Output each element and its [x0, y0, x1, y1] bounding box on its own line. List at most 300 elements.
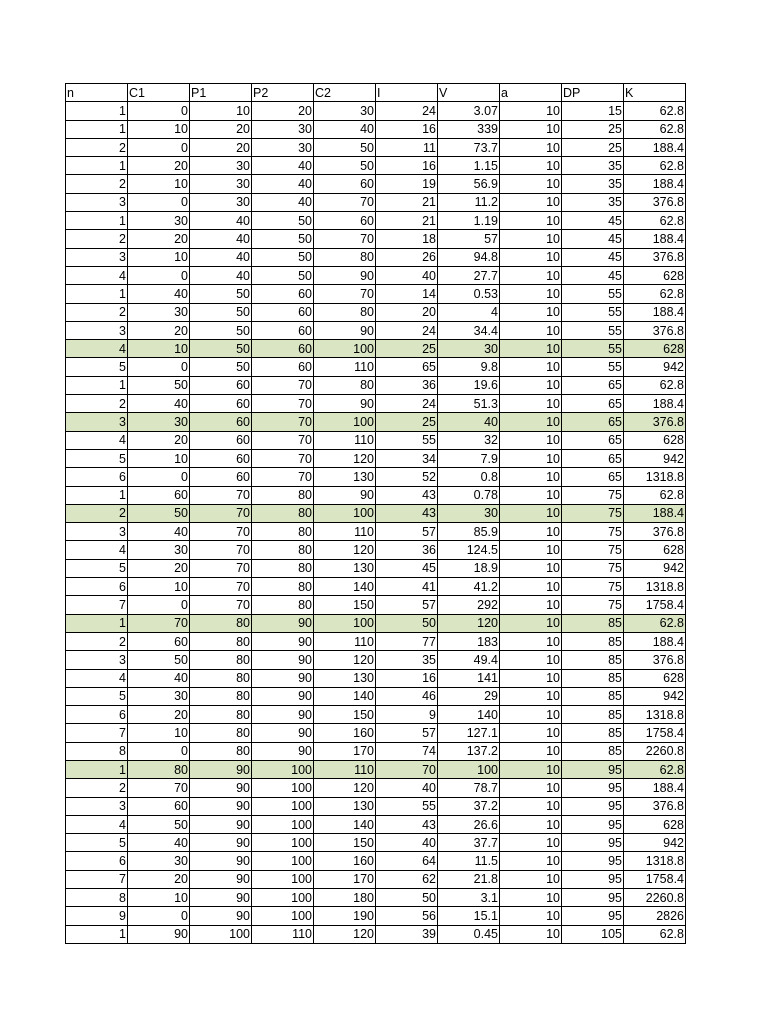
cell-n[interactable]: 7 [66, 724, 128, 742]
cell-v[interactable]: 3.1 [438, 889, 500, 907]
cell-c1[interactable]: 0 [128, 138, 190, 156]
cell-a[interactable]: 10 [500, 541, 562, 559]
cell-p1[interactable]: 90 [190, 797, 252, 815]
cell-k[interactable]: 942 [624, 559, 686, 577]
cell-n[interactable]: 4 [66, 340, 128, 358]
cell-v[interactable]: 100 [438, 760, 500, 778]
cell-i[interactable]: 50 [376, 889, 438, 907]
cell-c2[interactable]: 110 [314, 523, 376, 541]
cell-c1[interactable]: 10 [128, 449, 190, 467]
cell-dp[interactable]: 95 [562, 870, 624, 888]
cell-k[interactable]: 188.4 [624, 138, 686, 156]
cell-c2[interactable]: 120 [314, 925, 376, 943]
cell-p1[interactable]: 50 [190, 358, 252, 376]
cell-p1[interactable]: 40 [190, 248, 252, 266]
column-header-dp[interactable]: DP [562, 84, 624, 102]
cell-i[interactable]: 52 [376, 468, 438, 486]
cell-i[interactable]: 20 [376, 303, 438, 321]
cell-p1[interactable]: 50 [190, 303, 252, 321]
cell-dp[interactable]: 45 [562, 266, 624, 284]
cell-n[interactable]: 3 [66, 651, 128, 669]
cell-p1[interactable]: 80 [190, 614, 252, 632]
cell-k[interactable]: 188.4 [624, 395, 686, 413]
cell-i[interactable]: 36 [376, 541, 438, 559]
cell-c2[interactable]: 130 [314, 559, 376, 577]
cell-k[interactable]: 376.8 [624, 651, 686, 669]
cell-p2[interactable]: 100 [252, 870, 314, 888]
cell-i[interactable]: 18 [376, 230, 438, 248]
cell-a[interactable]: 10 [500, 614, 562, 632]
cell-a[interactable]: 10 [500, 413, 562, 431]
cell-k[interactable]: 2826 [624, 907, 686, 925]
cell-c1[interactable]: 0 [128, 468, 190, 486]
cell-dp[interactable]: 75 [562, 504, 624, 522]
cell-n[interactable]: 5 [66, 559, 128, 577]
cell-k[interactable]: 376.8 [624, 523, 686, 541]
cell-c1[interactable]: 70 [128, 614, 190, 632]
cell-c2[interactable]: 80 [314, 376, 376, 394]
cell-dp[interactable]: 85 [562, 724, 624, 742]
cell-v[interactable]: 15.1 [438, 907, 500, 925]
cell-n[interactable]: 2 [66, 230, 128, 248]
cell-c1[interactable]: 40 [128, 669, 190, 687]
cell-v[interactable]: 1.19 [438, 212, 500, 230]
cell-k[interactable]: 942 [624, 449, 686, 467]
cell-a[interactable]: 10 [500, 724, 562, 742]
cell-p2[interactable]: 100 [252, 889, 314, 907]
cell-dp[interactable]: 95 [562, 797, 624, 815]
cell-k[interactable]: 62.8 [624, 157, 686, 175]
cell-c1[interactable]: 50 [128, 651, 190, 669]
cell-c2[interactable]: 90 [314, 266, 376, 284]
cell-p2[interactable]: 90 [252, 724, 314, 742]
cell-c1[interactable]: 40 [128, 834, 190, 852]
cell-c2[interactable]: 140 [314, 578, 376, 596]
cell-n[interactable]: 8 [66, 742, 128, 760]
cell-c2[interactable]: 80 [314, 303, 376, 321]
cell-c1[interactable]: 10 [128, 175, 190, 193]
cell-c2[interactable]: 60 [314, 212, 376, 230]
cell-c2[interactable]: 90 [314, 321, 376, 339]
cell-a[interactable]: 10 [500, 523, 562, 541]
cell-dp[interactable]: 85 [562, 687, 624, 705]
cell-v[interactable]: 34.4 [438, 321, 500, 339]
cell-c2[interactable]: 30 [314, 102, 376, 120]
cell-c2[interactable]: 110 [314, 431, 376, 449]
cell-a[interactable]: 10 [500, 870, 562, 888]
cell-i[interactable]: 43 [376, 815, 438, 833]
cell-c2[interactable]: 130 [314, 797, 376, 815]
cell-a[interactable]: 10 [500, 632, 562, 650]
cell-c2[interactable]: 100 [314, 504, 376, 522]
cell-k[interactable]: 188.4 [624, 175, 686, 193]
cell-a[interactable]: 10 [500, 907, 562, 925]
cell-c2[interactable]: 90 [314, 486, 376, 504]
cell-a[interactable]: 10 [500, 395, 562, 413]
cell-p2[interactable]: 80 [252, 504, 314, 522]
cell-i[interactable]: 16 [376, 120, 438, 138]
cell-dp[interactable]: 35 [562, 175, 624, 193]
cell-dp[interactable]: 95 [562, 907, 624, 925]
cell-n[interactable]: 1 [66, 285, 128, 303]
cell-p1[interactable]: 90 [190, 889, 252, 907]
cell-c2[interactable]: 60 [314, 175, 376, 193]
cell-i[interactable]: 21 [376, 212, 438, 230]
cell-p2[interactable]: 90 [252, 687, 314, 705]
cell-a[interactable]: 10 [500, 669, 562, 687]
column-header-v[interactable]: V [438, 84, 500, 102]
cell-k[interactable]: 1318.8 [624, 578, 686, 596]
cell-p2[interactable]: 90 [252, 669, 314, 687]
column-header-a[interactable]: a [500, 84, 562, 102]
cell-p1[interactable]: 70 [190, 596, 252, 614]
cell-dp[interactable]: 25 [562, 138, 624, 156]
cell-v[interactable]: 11.2 [438, 193, 500, 211]
cell-dp[interactable]: 85 [562, 651, 624, 669]
cell-i[interactable]: 43 [376, 504, 438, 522]
cell-p2[interactable]: 60 [252, 303, 314, 321]
cell-k[interactable]: 628 [624, 340, 686, 358]
cell-v[interactable]: 57 [438, 230, 500, 248]
cell-n[interactable]: 5 [66, 358, 128, 376]
cell-c2[interactable]: 120 [314, 541, 376, 559]
column-header-n[interactable]: n [66, 84, 128, 102]
cell-i[interactable]: 14 [376, 285, 438, 303]
cell-p1[interactable]: 80 [190, 632, 252, 650]
cell-k[interactable]: 376.8 [624, 413, 686, 431]
column-header-p1[interactable]: P1 [190, 84, 252, 102]
cell-n[interactable]: 2 [66, 779, 128, 797]
cell-v[interactable]: 21.8 [438, 870, 500, 888]
cell-n[interactable]: 1 [66, 614, 128, 632]
cell-c1[interactable]: 10 [128, 889, 190, 907]
cell-i[interactable]: 11 [376, 138, 438, 156]
cell-c2[interactable]: 170 [314, 870, 376, 888]
cell-i[interactable]: 65 [376, 358, 438, 376]
cell-i[interactable]: 46 [376, 687, 438, 705]
cell-c2[interactable]: 50 [314, 157, 376, 175]
cell-v[interactable]: 120 [438, 614, 500, 632]
cell-dp[interactable]: 65 [562, 413, 624, 431]
cell-c1[interactable]: 30 [128, 687, 190, 705]
cell-i[interactable]: 26 [376, 248, 438, 266]
cell-p2[interactable]: 60 [252, 321, 314, 339]
cell-a[interactable]: 10 [500, 358, 562, 376]
cell-c1[interactable]: 60 [128, 797, 190, 815]
cell-p1[interactable]: 90 [190, 870, 252, 888]
cell-k[interactable]: 628 [624, 541, 686, 559]
cell-p1[interactable]: 60 [190, 376, 252, 394]
cell-i[interactable]: 16 [376, 669, 438, 687]
cell-c2[interactable]: 150 [314, 834, 376, 852]
cell-p2[interactable]: 50 [252, 212, 314, 230]
cell-c2[interactable]: 150 [314, 596, 376, 614]
cell-i[interactable]: 55 [376, 431, 438, 449]
cell-p2[interactable]: 90 [252, 706, 314, 724]
cell-a[interactable]: 10 [500, 230, 562, 248]
cell-c2[interactable]: 160 [314, 724, 376, 742]
cell-dp[interactable]: 55 [562, 285, 624, 303]
cell-p1[interactable]: 40 [190, 212, 252, 230]
cell-p1[interactable]: 90 [190, 834, 252, 852]
cell-c2[interactable]: 110 [314, 632, 376, 650]
cell-c2[interactable]: 100 [314, 614, 376, 632]
cell-dp[interactable]: 55 [562, 303, 624, 321]
cell-n[interactable]: 2 [66, 632, 128, 650]
cell-c1[interactable]: 40 [128, 523, 190, 541]
cell-k[interactable]: 62.8 [624, 925, 686, 943]
cell-i[interactable]: 57 [376, 596, 438, 614]
cell-dp[interactable]: 95 [562, 852, 624, 870]
cell-c2[interactable]: 180 [314, 889, 376, 907]
cell-dp[interactable]: 75 [562, 541, 624, 559]
cell-p2[interactable]: 60 [252, 358, 314, 376]
cell-v[interactable]: 37.2 [438, 797, 500, 815]
cell-p2[interactable]: 100 [252, 834, 314, 852]
cell-i[interactable]: 21 [376, 193, 438, 211]
cell-v[interactable]: 137.2 [438, 742, 500, 760]
cell-c1[interactable]: 70 [128, 779, 190, 797]
cell-v[interactable]: 7.9 [438, 449, 500, 467]
cell-c1[interactable]: 20 [128, 706, 190, 724]
cell-a[interactable]: 10 [500, 468, 562, 486]
cell-n[interactable]: 3 [66, 321, 128, 339]
cell-c1[interactable]: 30 [128, 413, 190, 431]
cell-dp[interactable]: 45 [562, 248, 624, 266]
cell-p2[interactable]: 70 [252, 413, 314, 431]
cell-k[interactable]: 628 [624, 431, 686, 449]
cell-p1[interactable]: 70 [190, 541, 252, 559]
cell-n[interactable]: 5 [66, 449, 128, 467]
cell-dp[interactable]: 95 [562, 834, 624, 852]
cell-p2[interactable]: 110 [252, 925, 314, 943]
cell-c1[interactable]: 40 [128, 395, 190, 413]
cell-v[interactable]: 37.7 [438, 834, 500, 852]
cell-v[interactable]: 27.7 [438, 266, 500, 284]
cell-p1[interactable]: 30 [190, 193, 252, 211]
cell-i[interactable]: 35 [376, 651, 438, 669]
cell-dp[interactable]: 25 [562, 120, 624, 138]
cell-a[interactable]: 10 [500, 303, 562, 321]
cell-a[interactable]: 10 [500, 266, 562, 284]
cell-k[interactable]: 62.8 [624, 614, 686, 632]
cell-dp[interactable]: 65 [562, 395, 624, 413]
cell-p2[interactable]: 80 [252, 596, 314, 614]
cell-k[interactable]: 1318.8 [624, 706, 686, 724]
cell-p1[interactable]: 40 [190, 230, 252, 248]
cell-p2[interactable]: 90 [252, 742, 314, 760]
cell-dp[interactable]: 55 [562, 340, 624, 358]
cell-i[interactable]: 24 [376, 395, 438, 413]
cell-a[interactable]: 10 [500, 102, 562, 120]
cell-c1[interactable]: 30 [128, 852, 190, 870]
cell-k[interactable]: 62.8 [624, 120, 686, 138]
cell-c1[interactable]: 20 [128, 431, 190, 449]
cell-n[interactable]: 1 [66, 157, 128, 175]
cell-c2[interactable]: 130 [314, 669, 376, 687]
cell-dp[interactable]: 15 [562, 102, 624, 120]
cell-c1[interactable]: 20 [128, 230, 190, 248]
cell-i[interactable]: 45 [376, 559, 438, 577]
cell-a[interactable]: 10 [500, 834, 562, 852]
cell-n[interactable]: 4 [66, 541, 128, 559]
cell-dp[interactable]: 55 [562, 358, 624, 376]
cell-a[interactable]: 10 [500, 852, 562, 870]
cell-p2[interactable]: 20 [252, 102, 314, 120]
cell-k[interactable]: 376.8 [624, 321, 686, 339]
cell-p2[interactable]: 80 [252, 523, 314, 541]
cell-p2[interactable]: 40 [252, 175, 314, 193]
cell-p1[interactable]: 70 [190, 559, 252, 577]
cell-p1[interactable]: 70 [190, 486, 252, 504]
cell-c1[interactable]: 80 [128, 760, 190, 778]
cell-dp[interactable]: 85 [562, 742, 624, 760]
cell-a[interactable]: 10 [500, 431, 562, 449]
cell-dp[interactable]: 95 [562, 779, 624, 797]
cell-i[interactable]: 43 [376, 486, 438, 504]
cell-dp[interactable]: 85 [562, 669, 624, 687]
cell-k[interactable]: 188.4 [624, 504, 686, 522]
cell-dp[interactable]: 95 [562, 760, 624, 778]
cell-a[interactable]: 10 [500, 504, 562, 522]
cell-k[interactable]: 2260.8 [624, 742, 686, 760]
cell-i[interactable]: 16 [376, 157, 438, 175]
cell-n[interactable]: 3 [66, 523, 128, 541]
cell-a[interactable]: 10 [500, 706, 562, 724]
cell-v[interactable]: 26.6 [438, 815, 500, 833]
cell-c2[interactable]: 130 [314, 468, 376, 486]
cell-n[interactable]: 8 [66, 889, 128, 907]
cell-p1[interactable]: 80 [190, 706, 252, 724]
cell-k[interactable]: 1318.8 [624, 852, 686, 870]
cell-p2[interactable]: 100 [252, 797, 314, 815]
cell-c1[interactable]: 10 [128, 248, 190, 266]
cell-i[interactable]: 9 [376, 706, 438, 724]
cell-c2[interactable]: 120 [314, 449, 376, 467]
cell-c1[interactable]: 50 [128, 815, 190, 833]
cell-n[interactable]: 6 [66, 852, 128, 870]
cell-a[interactable]: 10 [500, 815, 562, 833]
cell-i[interactable]: 40 [376, 834, 438, 852]
cell-p2[interactable]: 30 [252, 138, 314, 156]
cell-i[interactable]: 70 [376, 760, 438, 778]
cell-n[interactable]: 1 [66, 760, 128, 778]
cell-i[interactable]: 57 [376, 523, 438, 541]
cell-k[interactable]: 2260.8 [624, 889, 686, 907]
cell-dp[interactable]: 35 [562, 193, 624, 211]
cell-p1[interactable]: 80 [190, 724, 252, 742]
cell-n[interactable]: 6 [66, 706, 128, 724]
cell-a[interactable]: 10 [500, 376, 562, 394]
cell-c1[interactable]: 0 [128, 358, 190, 376]
cell-k[interactable]: 376.8 [624, 248, 686, 266]
cell-n[interactable]: 2 [66, 303, 128, 321]
cell-a[interactable]: 10 [500, 193, 562, 211]
cell-p2[interactable]: 40 [252, 193, 314, 211]
cell-p1[interactable]: 80 [190, 651, 252, 669]
cell-v[interactable]: 29 [438, 687, 500, 705]
cell-dp[interactable]: 65 [562, 468, 624, 486]
cell-a[interactable]: 10 [500, 138, 562, 156]
cell-p2[interactable]: 60 [252, 285, 314, 303]
cell-p2[interactable]: 100 [252, 852, 314, 870]
cell-v[interactable]: 124.5 [438, 541, 500, 559]
cell-p2[interactable]: 70 [252, 449, 314, 467]
cell-v[interactable]: 30 [438, 504, 500, 522]
cell-p2[interactable]: 80 [252, 559, 314, 577]
cell-c1[interactable]: 50 [128, 376, 190, 394]
cell-c1[interactable]: 40 [128, 285, 190, 303]
cell-c1[interactable]: 10 [128, 578, 190, 596]
cell-p2[interactable]: 50 [252, 248, 314, 266]
cell-a[interactable]: 10 [500, 687, 562, 705]
cell-c1[interactable]: 0 [128, 266, 190, 284]
cell-dp[interactable]: 75 [562, 559, 624, 577]
cell-p1[interactable]: 50 [190, 340, 252, 358]
cell-k[interactable]: 1318.8 [624, 468, 686, 486]
cell-p2[interactable]: 50 [252, 230, 314, 248]
cell-k[interactable]: 188.4 [624, 779, 686, 797]
cell-p2[interactable]: 80 [252, 486, 314, 504]
cell-i[interactable]: 55 [376, 797, 438, 815]
column-header-k[interactable]: K [624, 84, 686, 102]
cell-p2[interactable]: 90 [252, 632, 314, 650]
cell-c1[interactable]: 10 [128, 120, 190, 138]
cell-k[interactable]: 62.8 [624, 376, 686, 394]
cell-v[interactable]: 339 [438, 120, 500, 138]
cell-p2[interactable]: 70 [252, 395, 314, 413]
cell-n[interactable]: 4 [66, 815, 128, 833]
cell-k[interactable]: 628 [624, 669, 686, 687]
cell-p1[interactable]: 70 [190, 504, 252, 522]
cell-k[interactable]: 1758.4 [624, 870, 686, 888]
cell-v[interactable]: 49.4 [438, 651, 500, 669]
cell-c2[interactable]: 50 [314, 138, 376, 156]
cell-n[interactable]: 6 [66, 468, 128, 486]
cell-p2[interactable]: 90 [252, 614, 314, 632]
cell-k[interactable]: 1758.4 [624, 724, 686, 742]
cell-p1[interactable]: 70 [190, 578, 252, 596]
cell-k[interactable]: 188.4 [624, 632, 686, 650]
cell-c1[interactable]: 0 [128, 102, 190, 120]
cell-p2[interactable]: 90 [252, 651, 314, 669]
cell-v[interactable]: 292 [438, 596, 500, 614]
cell-dp[interactable]: 75 [562, 578, 624, 596]
cell-c1[interactable]: 0 [128, 193, 190, 211]
cell-a[interactable]: 10 [500, 742, 562, 760]
cell-p1[interactable]: 80 [190, 687, 252, 705]
cell-k[interactable]: 942 [624, 834, 686, 852]
cell-p1[interactable]: 90 [190, 760, 252, 778]
cell-dp[interactable]: 85 [562, 614, 624, 632]
cell-n[interactable]: 1 [66, 212, 128, 230]
cell-n[interactable]: 2 [66, 175, 128, 193]
cell-k[interactable]: 376.8 [624, 797, 686, 815]
cell-k[interactable]: 942 [624, 358, 686, 376]
cell-p1[interactable]: 90 [190, 779, 252, 797]
cell-a[interactable]: 10 [500, 596, 562, 614]
cell-n[interactable]: 2 [66, 395, 128, 413]
cell-a[interactable]: 10 [500, 212, 562, 230]
cell-dp[interactable]: 75 [562, 523, 624, 541]
cell-c1[interactable]: 10 [128, 724, 190, 742]
cell-dp[interactable]: 85 [562, 632, 624, 650]
cell-k[interactable]: 942 [624, 687, 686, 705]
cell-c2[interactable]: 190 [314, 907, 376, 925]
cell-i[interactable]: 25 [376, 340, 438, 358]
cell-v[interactable]: 18.9 [438, 559, 500, 577]
cell-i[interactable]: 39 [376, 925, 438, 943]
